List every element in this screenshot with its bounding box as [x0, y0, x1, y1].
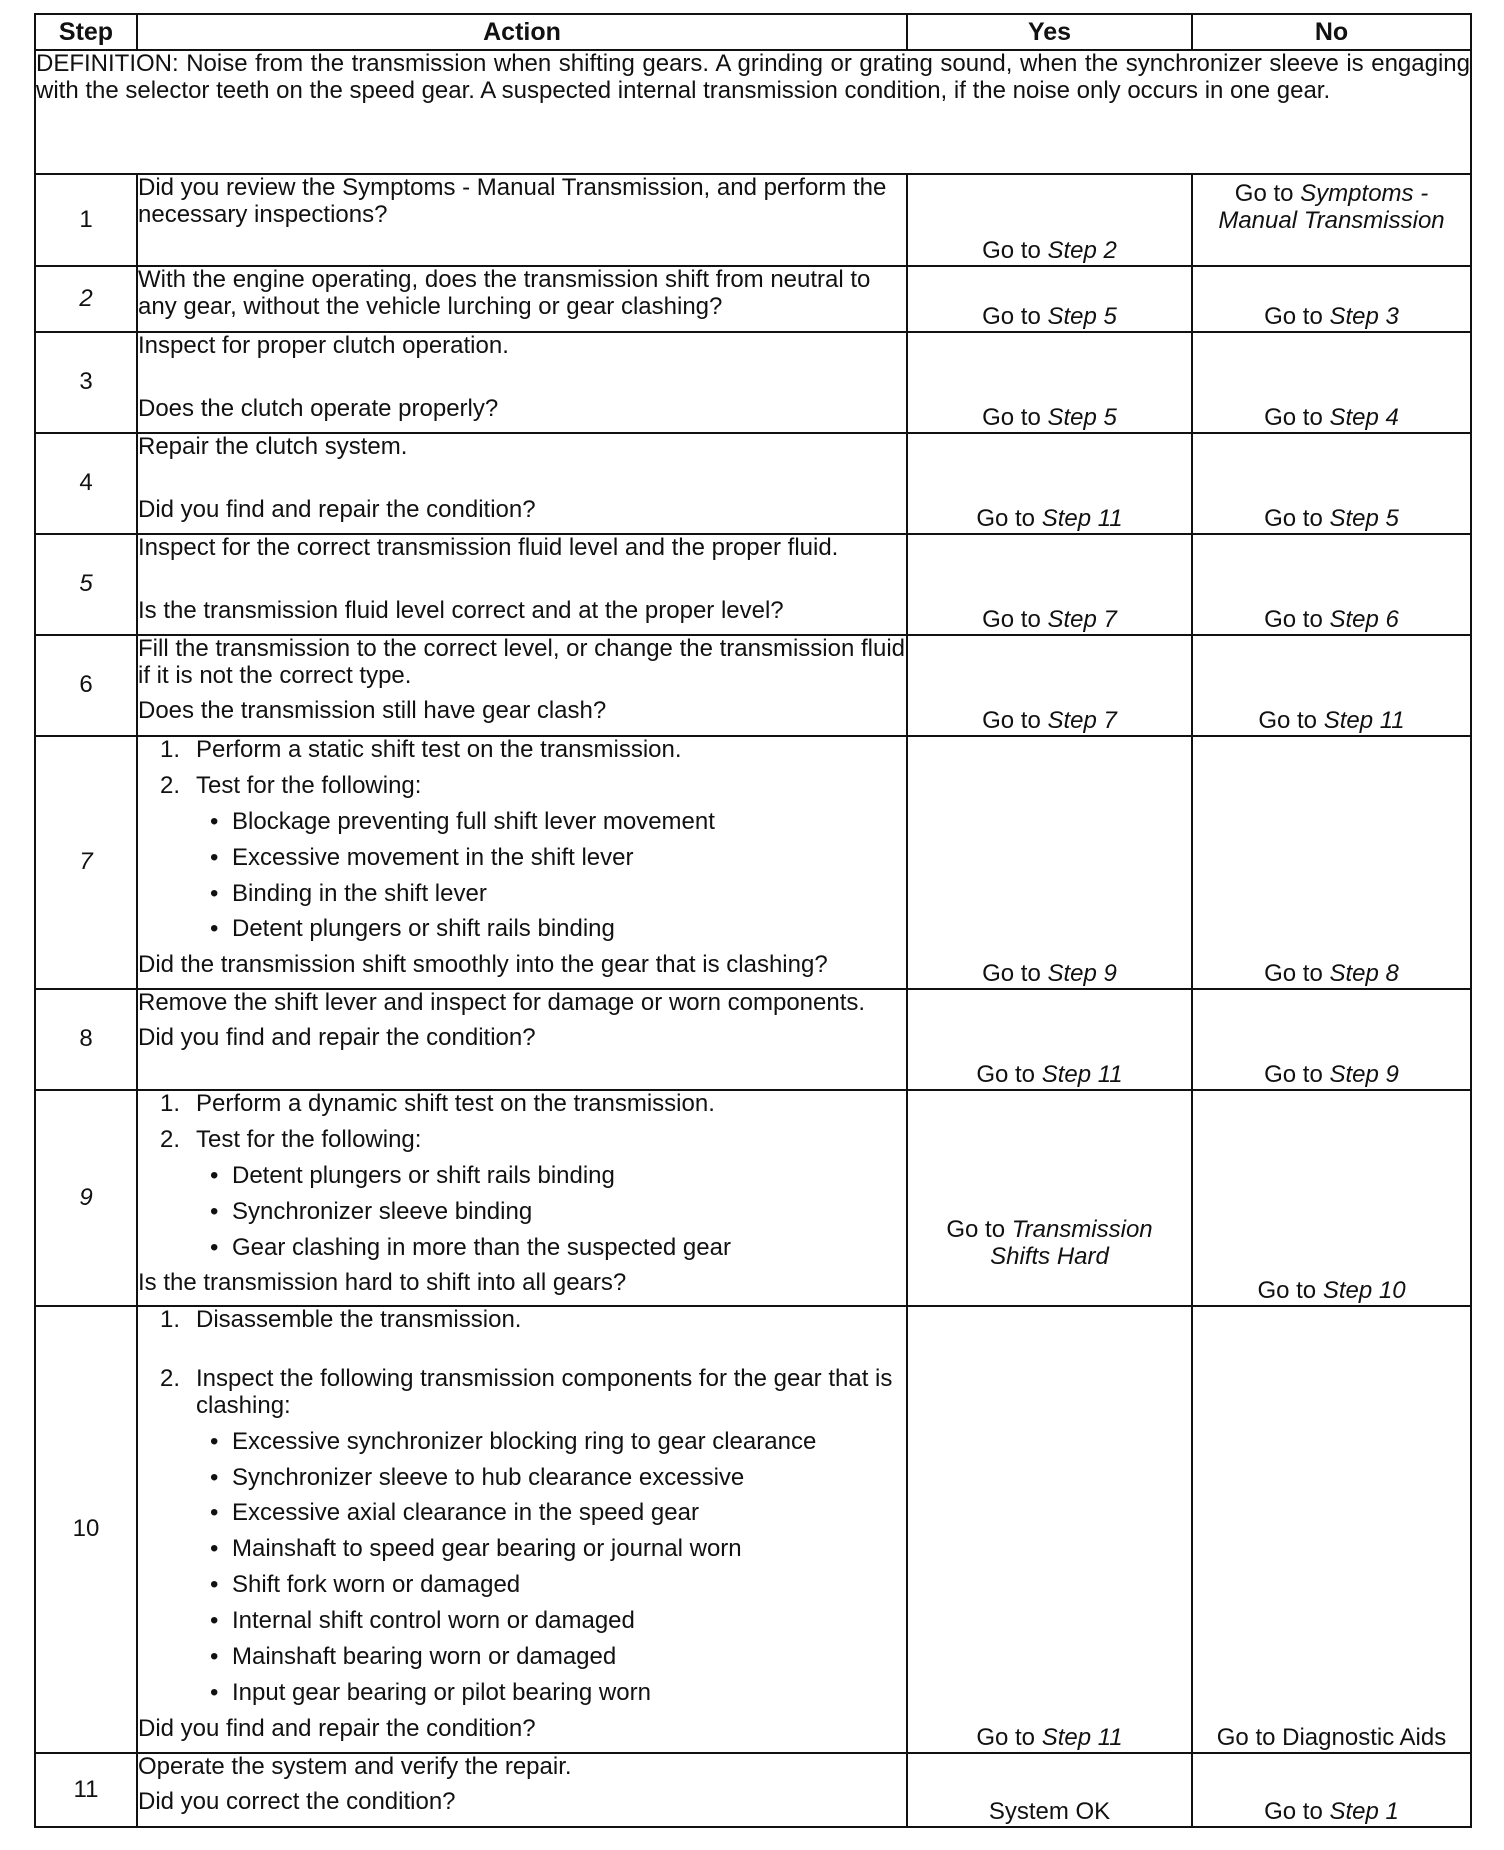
step-action [137, 534, 907, 635]
yes-link-cont[interactable]: Shifts Hard [990, 1243, 1109, 1271]
step-instruction: Operate the system and verify the repair. [138, 1753, 572, 1780]
list-text: Test for the following: [196, 1125, 422, 1153]
yes-link[interactable]: Step 11 [1041, 505, 1123, 533]
yes-link[interactable]: Transmission [1011, 1216, 1153, 1244]
step-row-10 [35, 1306, 1471, 1753]
yes-result: System OK [988, 1798, 1111, 1826]
step-question: Did you find and repair the condition? [138, 1714, 536, 1742]
yes-link[interactable]: Step 7 [1047, 707, 1117, 735]
diagnostic-table [34, 13, 1472, 1828]
step-question: Is the transmission hard to shift into all gears? [138, 1269, 627, 1297]
bullet-item: • Internal shift control worn or damaged [138, 1608, 906, 1635]
step-number: 5 [35, 534, 137, 635]
step-action [137, 736, 907, 989]
step-instruction: Repair the clutch system. [138, 433, 408, 460]
go-to-label: Go to [982, 303, 1041, 331]
go-to-label: Go to [982, 237, 1041, 265]
yes-link[interactable]: Step 5 [1047, 303, 1117, 331]
list-item [138, 773, 906, 800]
step-number: 6 [35, 635, 137, 736]
no-cell [1192, 1753, 1471, 1827]
step-action [137, 1306, 907, 1753]
go-to-label: Go to [1258, 707, 1318, 735]
step-question: Did the transmission shift smoothly into the gear that is clashing? [138, 951, 828, 979]
step-number: 3 [35, 332, 137, 433]
step-question: Does the clutch operate properly? [138, 394, 499, 422]
step-number: 4 [35, 433, 137, 534]
step-number: 8 [35, 989, 137, 1090]
list-text: Inspect the following transmission components for the gear that is clashing: [196, 1364, 893, 1419]
bullet-item: • Detent plungers or shift rails binding [138, 916, 906, 943]
yes-cell [907, 1090, 1192, 1306]
step-instruction: Remove the shift lever and inspect for damage or worn components. [138, 989, 866, 1016]
go-to-label: Go to [982, 960, 1041, 988]
step-question: Did you find and repair the condition? [138, 495, 536, 523]
no-link-cont[interactable]: Manual Transmission [1218, 206, 1445, 234]
no-cell [1192, 1090, 1471, 1306]
step-action [137, 989, 907, 1090]
step-row-8 [35, 989, 1471, 1090]
step-question: Does the transmission still have gear clash? [138, 696, 607, 724]
bullet-item: • Binding in the shift lever [138, 881, 906, 908]
header-step: Step [35, 14, 137, 50]
no-cell [1192, 332, 1471, 433]
bullet-item: • Excessive movement in the shift lever [138, 845, 906, 872]
bullet-item: • Mainshaft bearing worn or damaged [138, 1644, 906, 1671]
list-number: 2. [160, 771, 181, 799]
yes-link[interactable]: Step 2 [1047, 237, 1117, 265]
step-row-11 [35, 1753, 1471, 1827]
numbered-list [138, 1091, 906, 1154]
yes-link[interactable]: Step 7 [1047, 606, 1117, 634]
step-action [137, 1090, 907, 1306]
header-action: Action [137, 14, 907, 50]
no-link[interactable]: Step 11 [1323, 707, 1405, 735]
header-row [35, 14, 1471, 50]
bullet-list [138, 1429, 906, 1707]
yes-cell [907, 433, 1192, 534]
step-number: 1 [35, 174, 137, 266]
definition-row [35, 50, 1471, 174]
step-question: Did you review the Symptoms - Manual Transmission, and perform the necessary inspections? [138, 174, 887, 228]
step-instruction: Inspect for proper clutch operation. [138, 332, 509, 359]
yes-cell [907, 266, 1192, 332]
step-row-2 [35, 266, 1471, 332]
yes-link[interactable]: Step 11 [1041, 1061, 1123, 1089]
no-cell [1192, 433, 1471, 534]
no-link[interactable]: Symptoms - [1300, 180, 1429, 207]
numbered-list [138, 1307, 906, 1420]
go-to-label: Go to [1264, 1061, 1323, 1089]
no-link[interactable]: Step 3 [1329, 303, 1399, 331]
step-row-7 [35, 736, 1471, 989]
go-to-label: Go to [1264, 606, 1323, 634]
go-to-label: Go to [982, 606, 1041, 634]
step-action [137, 433, 907, 534]
yes-cell [907, 534, 1192, 635]
yes-cell [907, 635, 1192, 736]
yes-cell [907, 736, 1192, 989]
go-to-label: Go to [1264, 505, 1323, 533]
no-link[interactable]: Step 4 [1329, 404, 1399, 432]
no-cell [1192, 1306, 1471, 1753]
header-yes: Yes [907, 14, 1192, 50]
step-question: Did you find and repair the condition? [138, 1023, 536, 1051]
go-to-label: Go to [1264, 1798, 1323, 1826]
list-number: 1. [160, 1306, 181, 1333]
go-to-label: Go to [976, 505, 1036, 533]
no-cell [1192, 266, 1471, 332]
list-item [138, 1366, 906, 1420]
step-action [137, 635, 907, 736]
bullet-item: • Detent plungers or shift rails binding [138, 1163, 906, 1190]
bullet-item: • Mainshaft to speed gear bearing or journal worn [138, 1536, 906, 1563]
step-row-5 [35, 534, 1471, 635]
yes-link[interactable]: Step 9 [1047, 960, 1117, 988]
no-cell [1192, 635, 1471, 736]
yes-link[interactable]: Step 5 [1047, 404, 1117, 432]
list-item [138, 1307, 906, 1334]
step-action [137, 174, 907, 266]
bullet-item: • Input gear bearing or pilot bearing worn [138, 1680, 906, 1707]
go-to-label: Go to [976, 1724, 1036, 1752]
list-text: Perform a static shift test on the transmission. [196, 736, 682, 763]
bullet-item: • Excessive synchronizer blocking ring to gear clearance [138, 1429, 906, 1456]
no-link[interactable]: Step 6 [1329, 606, 1399, 634]
list-number: 1. [160, 736, 181, 763]
step-action [137, 1753, 907, 1827]
step-question: Did you correct the condition? [138, 1787, 456, 1815]
bullet-item: • Synchronizer sleeve binding [138, 1199, 906, 1226]
step-row-1 [35, 174, 1471, 266]
yes-cell [907, 174, 1192, 266]
no-cell [1192, 989, 1471, 1090]
yes-cell [907, 989, 1192, 1090]
bullet-item: • Synchronizer sleeve to hub clearance excessive [138, 1465, 906, 1492]
bullet-item: • Gear clashing in more than the suspected gear [138, 1235, 906, 1262]
go-to-label: Go to [1264, 404, 1323, 432]
step-number: 10 [35, 1306, 137, 1753]
list-text: Perform a dynamic shift test on the transmission. [196, 1090, 715, 1117]
bullet-item: • Shift fork worn or damaged [138, 1572, 906, 1599]
go-to-label: Go to [1257, 1277, 1317, 1305]
definition-text: DEFINITION: Noise from the transmission when shifting gears. A grinding or grating sound, when the synchronizer sleeve is engaging with the selector teeth on the speed gear. A suspected internal transmission condition, if the noise only occurs in one gear. [35, 50, 1471, 174]
list-item [138, 737, 906, 764]
yes-link[interactable]: Step 11 [1041, 1724, 1123, 1752]
list-text: Disassemble the transmission. [196, 1306, 522, 1333]
step-question: Is the transmission fluid level correct and at the proper level? [138, 596, 784, 624]
yes-cell [907, 1306, 1192, 1753]
no-link[interactable]: Step 10 [1322, 1277, 1406, 1305]
numbered-list [138, 737, 906, 800]
step-number: 9 [35, 1090, 137, 1306]
header-no: No [1192, 14, 1471, 50]
no-cell [1192, 534, 1471, 635]
go-to-label: Go to [976, 1061, 1036, 1089]
list-number: 2. [160, 1364, 181, 1392]
list-number: 1. [160, 1090, 181, 1117]
list-item [138, 1127, 906, 1154]
step-instruction: Inspect for the correct transmission fluid level and the proper fluid. [138, 534, 839, 561]
step-instruction: Fill the transmission to the correct level, or change the transmission fluid if it is not the correct type. [138, 635, 906, 689]
yes-cell [907, 1753, 1192, 1827]
step-row-6 [35, 635, 1471, 736]
go-to-label: Go to [982, 707, 1041, 735]
bullet-list [138, 1163, 906, 1262]
bullet-item: • Blockage preventing full shift lever movement [138, 809, 906, 836]
step-action [137, 332, 907, 433]
step-row-3 [35, 332, 1471, 433]
go-to-label: Go to [1234, 180, 1294, 207]
bullet-item: • Excessive axial clearance in the speed gear [138, 1500, 906, 1527]
go-to-label: Go to [1264, 303, 1323, 331]
list-text: Test for the following: [196, 771, 422, 799]
step-row-9 [35, 1090, 1471, 1306]
go-to-label: Go to [982, 404, 1041, 432]
bullet-list [138, 809, 906, 944]
no-link[interactable]: Step 9 [1329, 1061, 1399, 1089]
no-link[interactable]: Step 8 [1329, 960, 1399, 988]
no-link[interactable]: Go to Diagnostic Aids [1216, 1724, 1447, 1752]
no-link[interactable]: Step 5 [1329, 505, 1399, 533]
list-number: 2. [160, 1125, 181, 1153]
step-number: 2 [35, 266, 137, 332]
no-link[interactable]: Step 1 [1329, 1798, 1399, 1826]
yes-cell [907, 332, 1192, 433]
no-cell [1192, 736, 1471, 989]
step-number: 11 [35, 1753, 137, 1827]
step-number: 7 [35, 736, 137, 989]
step-question: With the engine operating, does the transmission shift from neutral to any gear, without the vehicle lurching or gear clashing? [138, 266, 871, 320]
go-to-label: Go to [946, 1216, 1006, 1244]
list-item [138, 1091, 906, 1118]
go-to-label: Go to [1264, 960, 1323, 988]
no-cell [1192, 174, 1471, 266]
step-row-4 [35, 433, 1471, 534]
step-action [137, 266, 907, 332]
